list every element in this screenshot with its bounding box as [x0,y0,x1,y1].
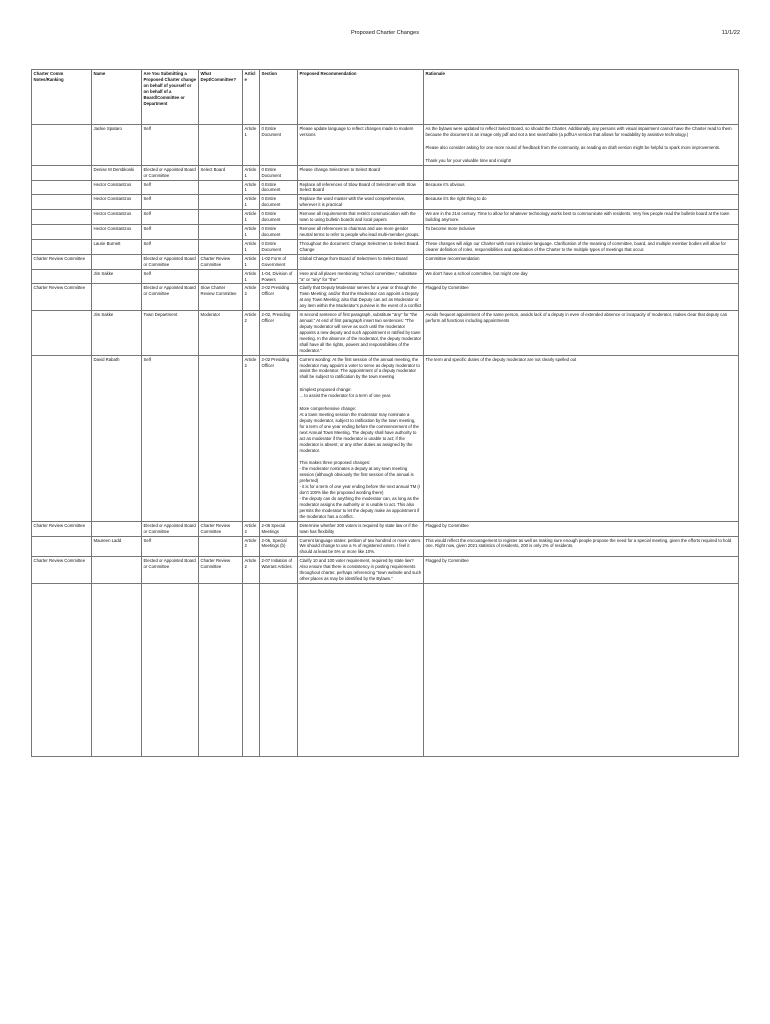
rationale-paragraph: Flagged by Committee [425,522,469,528]
cell-recommendation [298,165,424,180]
rationale-paragraph: This would reflect the encouragement to register as well as making sure enough people propose the need for a special meeting, given the efforts required to hold one. Right now, given 2021 statistics of residents, 200 is only 2% of residents. [425,537,732,549]
print-date: 11/1/22 [721,30,740,36]
cell-rationale [424,225,739,240]
col-header-dept: What Dept/Committee? [199,70,243,125]
recommendation-paragraph: Replace all references of Slow Board of Selectmen with Slow Select Board [299,181,416,193]
cell-notes [32,180,92,195]
cell-behalf: Elected or Appointed Board or Committee [142,165,199,180]
empty-cell [199,584,243,757]
cell-dept: Charter Review Committee [199,521,243,536]
cell-rationale [424,254,739,269]
cell-dept: Slow Charter Review Committee [199,284,243,311]
empty-cell [424,584,739,757]
col-header-rationale: Rationale [424,70,739,125]
cell-notes: Charter Review Committee [32,284,92,311]
cell-section: 2-02, Presiding Officer [260,311,298,355]
cell-article: Article 1 [243,210,260,225]
cell-notes [32,225,92,240]
cell-section: 2-06, Special Meetings (b) [260,536,298,557]
cell-section: 0 Entire document [260,210,298,225]
rationale-paragraph: Flagged by Committee [425,558,469,564]
table-body [32,125,739,757]
cell-name [92,284,142,311]
cell-recommendation [298,521,424,536]
rationale-paragraph: Committee recommendation [425,255,480,261]
recommendation-paragraph: This makes three proposed changes: - the moderator nominates a deputy at any town meeting session (although obviously the first session of the annual is preferred) - it is for a term of one year ending before the next annual TM (I don't 100% like the proposed wording there) - the deputy can do anything the moderator can, as long as the moderator assigns the authority or is unable to act. This also permits the moderator to let the deputy make an appointment if the moderator has a conflict. [299,460,421,519]
cell-recommendation [298,225,424,240]
cell-recommendation [298,254,424,269]
empty-row [32,584,739,757]
cell-recommendation [298,311,424,355]
table-row [32,225,739,240]
recommendation-paragraph: Please change Selectmen to Select Board [299,166,380,172]
cell-dept [199,225,243,240]
recommendation-paragraph: Clarify 10 and 100 voter requirement, required by state law? Also ensure that there is consistency in posting requirements throughout charter, perhaps referencing "town website and such other places as may be identified by the Bylaws." [299,558,422,582]
recommendation-paragraph: More comprehensive change: At a town meeting session the moderator may nominate a deputy moderator, subject to ratification by the town meeting, for a term of one year ending before the commencement of the next Annual Town Meeting. The deputy shall have authority to act as moderator if the moderator is unable to act; if the moderator is absent; or any other duties as assigned by the moderator. [299,406,419,453]
cell-article: Article 2 [243,355,260,521]
rationale-paragraph: To become more inclusive [425,226,476,232]
cell-article: Article 2 [243,284,260,311]
recommendation-paragraph: Remove all references to chairman and use more gender neutral terms to refer to people who lead multi-member groups. [299,226,420,237]
cell-article: Article 1 [243,254,260,269]
cell-recommendation [298,195,424,210]
cell-section: 2-06 Special Meetings [260,521,298,536]
cell-recommendation [298,210,424,225]
cell-behalf: Self [142,355,199,521]
cell-section: 0 Entire document [260,225,298,240]
cell-recommendation [298,269,424,284]
cell-article: Article 2 [243,311,260,355]
cell-dept [199,125,243,166]
rationale-paragraph: Avoids frequent appointment of the same person, avoids lack of a deputy in even of extended absence or incapacity of moderator, makes clear that deputy can perform all functions including appointments [425,312,728,324]
table-row [32,165,739,180]
cell-section: 0 Entire document [260,195,298,210]
table-row [32,521,739,536]
cell-name: Laurie Burnett [92,239,142,254]
cell-notes [32,165,92,180]
rationale-paragraph: Because it's the right thing to do [425,196,487,202]
cell-name: Hector Constantzos [92,195,142,210]
cell-dept [199,269,243,284]
cell-behalf: Town Department [142,311,199,355]
cell-article: Article 1 [243,180,260,195]
cell-recommendation [298,536,424,557]
table-row [32,210,739,225]
recommendation-paragraph: In second sentence of first paragraph, substitute "any" for "the annual." At end of first paragraph insert two sentences: "The deputy moderator will serve as such until the moderator appoints a new deputy and such appointment is ratified by town meeting. In the absence of the moderator, the deputy moderator shall have all the rights, powers and responsibilities of the moderator." [299,312,422,353]
cell-rationale [424,125,739,166]
cell-behalf: Self [142,195,199,210]
cell-rationale [424,210,739,225]
cell-behalf: Self [142,225,199,240]
empty-cell [32,584,92,757]
recommendation-paragraph: Here and all places mentioning "school committee," substitute "a" or "any" for "the" [299,270,417,282]
table-row [32,195,739,210]
empty-cell [92,584,142,757]
cell-section: 0 Entire Document [260,125,298,166]
col-header-article: Article [243,70,260,125]
cell-section: 2-07 Initiation of Warrant Articles [260,557,298,584]
cell-section: 0 Entire Document [260,239,298,254]
cell-rationale [424,284,739,311]
recommendation-paragraph: Determine whether 200 voters is required by state law or if the town has flexibility [299,522,418,534]
cell-dept: Moderator [199,311,243,355]
cell-behalf: Self [142,180,199,195]
table-row [32,254,739,269]
cell-behalf: Self [142,210,199,225]
cell-rationale [424,165,739,180]
cell-behalf: Elected or Appointed Board or Committee [142,254,199,269]
cell-dept: Charter Review Committee [199,557,243,584]
cell-notes [32,195,92,210]
cell-notes: Charter Review Committee [32,557,92,584]
cell-dept [199,210,243,225]
col-header-section: Section [260,70,298,125]
cell-dept [199,536,243,557]
cell-article: Article 2 [243,557,260,584]
cell-article: Article 2 [243,536,260,557]
cell-name: Hector Constantzos [92,210,142,225]
page-header [0,30,770,42]
cell-rationale [424,355,739,521]
cell-section: 1-02 Form of Government [260,254,298,269]
table-row [32,311,739,355]
cell-behalf: Elected or Appointed Board or Committee [142,284,199,311]
empty-cell [142,584,199,757]
cell-behalf: Self [142,125,199,166]
cell-notes [32,311,92,355]
cell-dept [199,180,243,195]
cell-name: Jackie Spataro [92,125,142,166]
cell-recommendation [298,239,424,254]
cell-name: Hector Constantzos [92,180,142,195]
recommendation-paragraph: Simplest proposed change: ... to assist the moderator for a term of one year. [299,387,392,399]
cell-name: Hector Constantzos [92,225,142,240]
cell-article: Article 1 [243,125,260,166]
cell-rationale [424,195,739,210]
cell-notes [32,536,92,557]
cell-dept: Select Board [199,165,243,180]
cell-rationale [424,239,739,254]
recommendation-paragraph: Current wording: At the first session of the annual meeting, the moderator may appoint a voter to serve as deputy moderator to assist the moderator. The appointment of a deputy moderator shall be subject to ratification by the town meeting [299,356,420,380]
rationale-paragraph: Thank you for your valuable time and insight! [425,157,512,163]
cell-behalf: Elected or Appointed Board or Committee [142,521,199,536]
cell-recommendation [298,180,424,195]
rationale-paragraph: Flagged by Committee [425,285,469,291]
recommendation-paragraph: Replace the word master with the word comprehensive, wherever it is practical [299,196,406,208]
cell-notes [32,269,92,284]
cell-article: Article 1 [243,239,260,254]
cell-dept: Charter Review Committee [199,254,243,269]
cell-section: 0 Entire Document [260,165,298,180]
recommendation-paragraph: Throughout the document: Change Selectmen to Select Board. Change [299,240,420,252]
cell-article: Article 1 [243,269,260,284]
col-header-recommendation: Proposed Recommendation [298,70,424,125]
recommendation-paragraph: Clarify that Deputy Moderator serves for a year or through the Town Meeting; and/or that the Moderator can appoint a Deputy at any Town Meeting; also that Deputy can act as Moderator or any item within the Moderator's purview in the event of a conflict [299,285,422,309]
cell-name: Denise M Dembkoski [92,165,142,180]
table-row [32,239,739,254]
cell-behalf: Self [142,536,199,557]
cell-article: Article 1 [243,165,260,180]
cell-dept [199,355,243,521]
cell-article: Article 1 [243,225,260,240]
rationale-paragraph: Because it's obvious [425,181,465,187]
col-header-name: Name [92,70,142,125]
table-row [32,125,739,166]
cell-recommendation [298,284,424,311]
header-row [32,70,739,125]
cell-recommendation [298,125,424,166]
recommendation-paragraph: Remove all requirements that restrict communication with the town to using bulletin boards and local papers [299,211,416,223]
col-header-behalf: Are You Submitting a Proposed Charter change on behalf of yourself or on behalf of a Board/Committee or Department [142,70,199,125]
rationale-paragraph: Please also consider asking for one more round of feedback from the community, as reading an draft version might be helpful to spark more improvements. [425,144,721,150]
cell-rationale [424,269,739,284]
rationale-paragraph: We are in the 21st century. Time to allow for whatever technology works best to communicate with residents. Very few people read the bulletin board at the town building anymore. [425,211,730,223]
cell-behalf: Self [142,269,199,284]
cell-recommendation [298,557,424,584]
col-header-notes: Charter Comm Notes/Ranking [32,70,92,125]
empty-cell [243,584,260,757]
table-row [32,284,739,311]
cell-rationale [424,557,739,584]
cell-section: 2-02 Presiding Officer [260,355,298,521]
rationale-paragraph: As the bylaws were updated to reflect Select Board, so should the Charter. Additionally, any persons with visual impairment cannot have the Charter read to them because the document is an image only pdf and not a text searchable (a pdf/UA version that allows for readability by assistive technology.) [425,126,732,137]
table-row [32,269,739,284]
cell-section: 2-02 Presiding Officer [260,284,298,311]
empty-cell [260,584,298,757]
empty-cell [298,584,424,757]
cell-section: 0 Entire document [260,180,298,195]
table-row [32,536,739,557]
charter-changes-table [31,69,739,757]
cell-notes [32,355,92,521]
document-title: Proposed Charter Changes [350,30,420,36]
cell-dept [199,195,243,210]
cell-rationale [424,311,739,355]
cell-name: Jim Sakke [92,269,142,284]
table-row [32,557,739,584]
cell-rationale [424,521,739,536]
rationale-paragraph: We don't have a school committee, but might one day [425,270,528,276]
cell-rationale [424,180,739,195]
cell-notes [32,239,92,254]
cell-behalf: Self [142,239,199,254]
cell-article: Article 2 [243,521,260,536]
cell-name: David Rabath [92,355,142,521]
rationale-paragraph: These changes will align our Charter with more inclusive language. Clarification of the meaning of committee, board, and multiple member bodies will allow for clearer definition of roles, responsibilities and application of the Charter to the multiple types of meetings that occur. [425,240,726,252]
cell-dept [199,239,243,254]
cell-notes [32,210,92,225]
cell-name: Maureen Ladd [92,536,142,557]
cell-behalf: Elected or Appointed Board or Committee [142,557,199,584]
cell-article: Article 1 [243,195,260,210]
recommendation-paragraph: Global Change from Board of Selectmen to Select Board [299,255,408,261]
cell-section: 1-04, Division of Powers [260,269,298,284]
table-row [32,180,739,195]
recommendation-paragraph: Please update language to reflect changes made to modern versions [299,126,414,137]
cell-recommendation [298,355,424,521]
cell-name [92,521,142,536]
table-row [32,355,739,521]
rationale-paragraph: The term and specific duties of the deputy moderator are not clearly spelled out [425,356,577,362]
cell-rationale [424,536,739,557]
recommendation-paragraph: Current language states: petition of two hundred or more voters. We should change to use a % of registered voters. I feel it should at least be 5% or more like 10%. [299,537,422,555]
cell-notes [32,125,92,166]
cell-name [92,557,142,584]
cell-notes: Charter Review Committee [32,521,92,536]
cell-name [92,254,142,269]
cell-notes: Charter Review Committee [32,254,92,269]
cell-name: Jim Sakke [92,311,142,355]
